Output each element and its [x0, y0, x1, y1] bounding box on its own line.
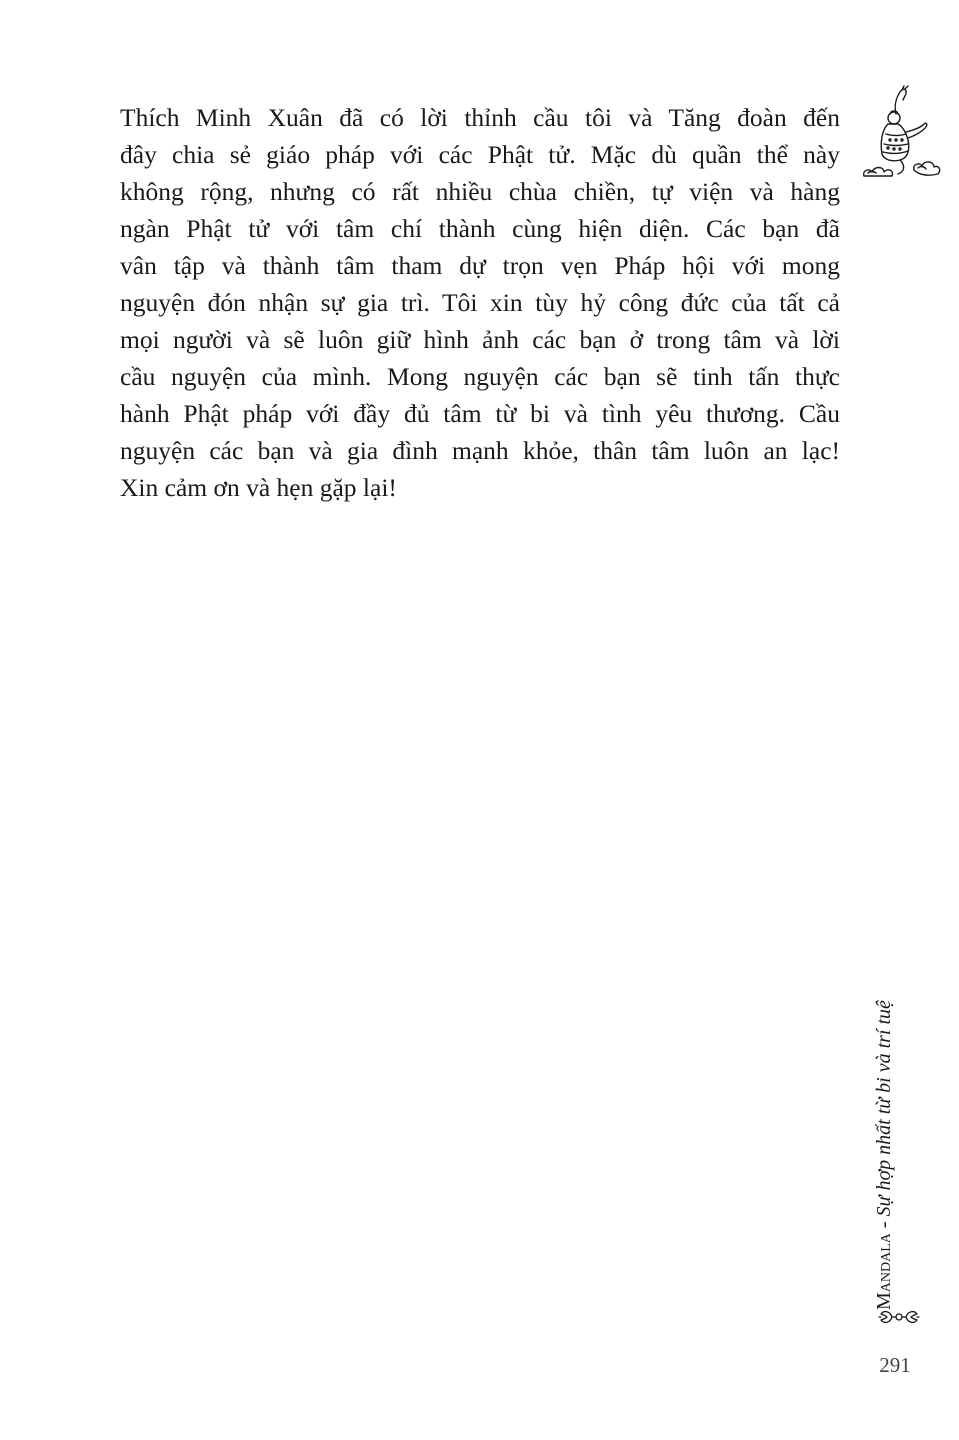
body-line: ngàn Phật tử với tâm chí thành cùng hiện diện. Các bạn đã: [120, 214, 840, 243]
vajra-ornament-icon: [878, 1305, 920, 1329]
buddhist-figure-illustration-icon: [858, 84, 942, 184]
book-subtitle: Sự hợp nhất từ bi và trí tuệ: [873, 1000, 895, 1217]
page-number: 291: [879, 1353, 911, 1377]
body-line: cầu nguyện của mình. Mong nguyện các bạn sẽ tinh tấn thực: [120, 362, 840, 391]
body-line: đây chia sẻ giáo pháp với các Phật tử. Mặc dù quần thể này: [120, 140, 840, 169]
title-separator: -: [873, 1216, 895, 1234]
body-line: hành Phật pháp với đầy đủ tâm từ bi và tình yêu thương. Cầu: [120, 399, 840, 428]
body-line: Thích Minh Xuân đã có lời thỉnh cầu tôi và Tăng đoàn đến: [120, 103, 840, 132]
body-line: nguyện các bạn và gia đình mạnh khỏe, thân tâm luôn an lạc!: [120, 436, 840, 465]
body-paragraph: [120, 99, 840, 506]
body-line: Xin cảm ơn và hẹn gặp lại!: [120, 473, 397, 502]
running-title: [870, 930, 898, 1310]
book-title: Mandala: [873, 1233, 895, 1310]
body-line: vân tập và thành tâm tham dự trọn vẹn Pháp hội với mong: [120, 251, 840, 280]
body-line: mọi người và sẽ luôn giữ hình ảnh các bạn ở trong tâm và lời: [120, 325, 840, 354]
body-line: không rộng, nhưng có rất nhiều chùa chiền, tự viện và hàng: [120, 177, 840, 206]
body-line: nguyện đón nhận sự gia trì. Tôi xin tùy hỷ công đức của tất cả: [120, 288, 840, 317]
